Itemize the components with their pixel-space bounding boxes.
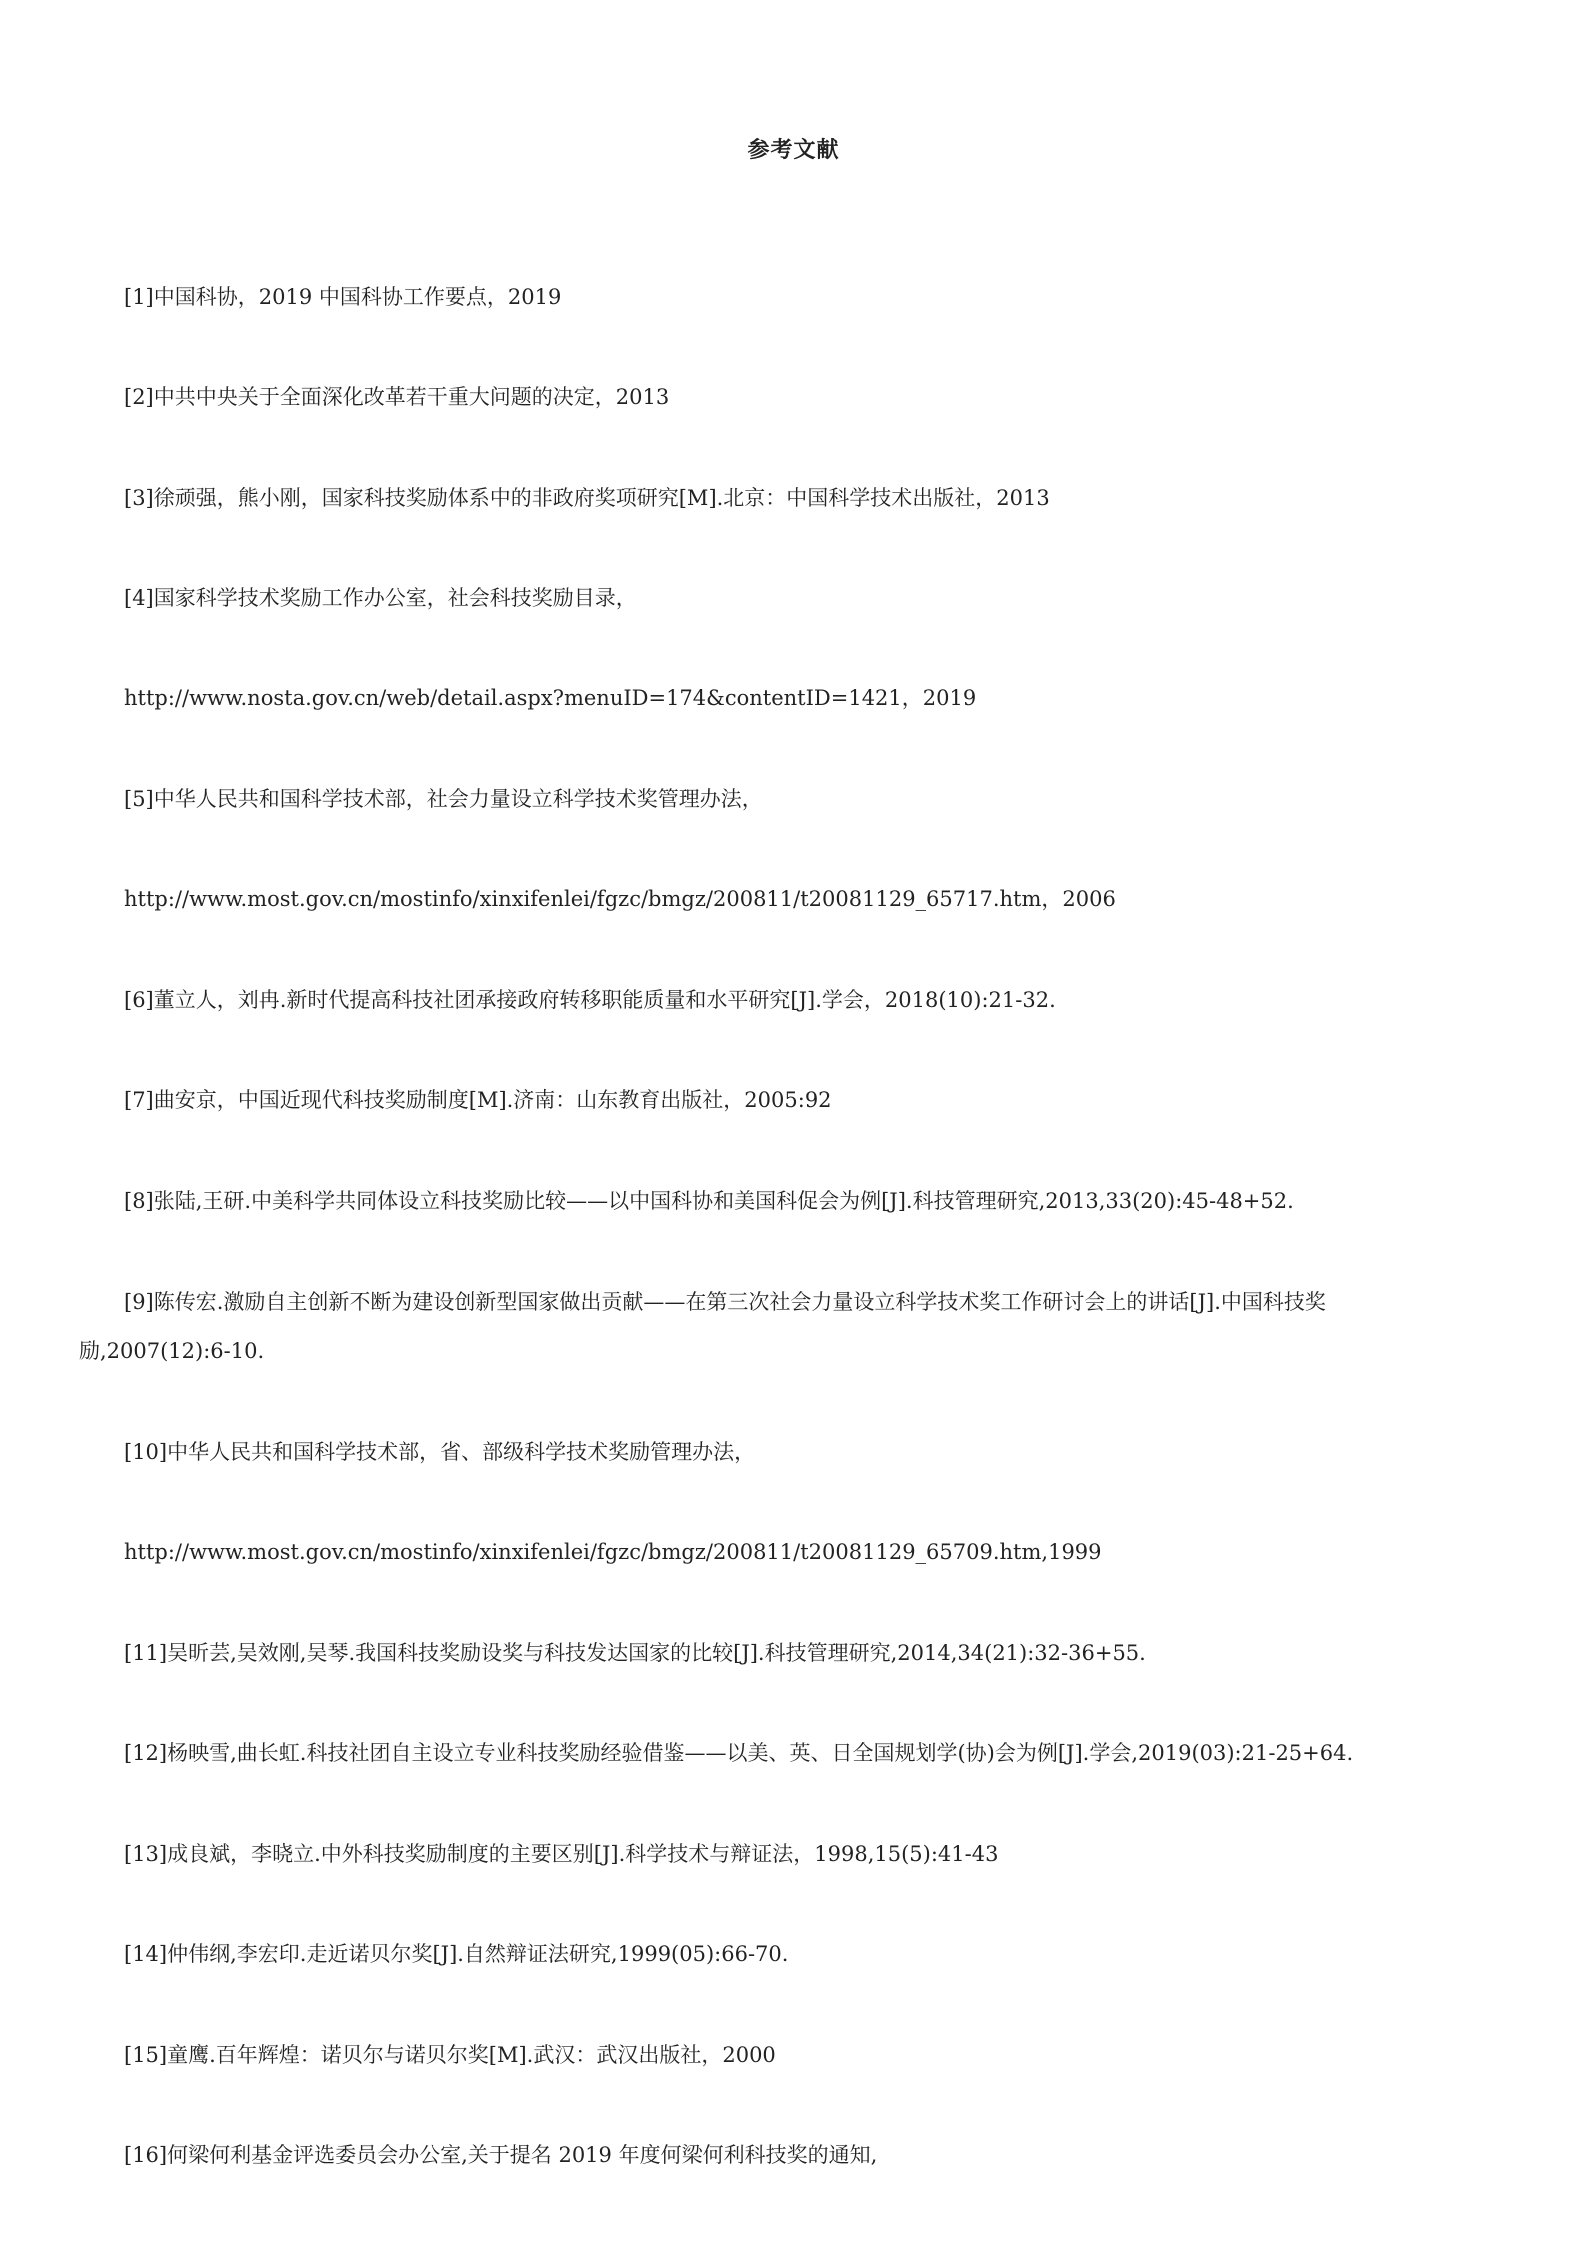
reference-10: [10]中华人民共和国科学技术部，省、部级科学技术奖励管理办法， bbox=[124, 1440, 756, 1464]
reference-4: [4]国家科学技术奖励工作办公室，社会科技奖励目录， bbox=[124, 586, 637, 610]
reference-9-continuation: 励,2007(12):6-10. bbox=[79, 1339, 265, 1363]
reference-12: [12]杨映雪,曲长虹.科技社团自主设立专业科技奖励经验借鉴——以美、英、日全国规划学(协)会为例[J].学会,2019(03):21-25+64. bbox=[124, 1741, 1354, 1765]
reference-13: [13]成良斌，李晓立.中外科技奖励制度的主要区别[J].科学技术与辩证法，1998,15(5):41-43 bbox=[124, 1842, 999, 1866]
reference-10-url: http://www.most.gov.cn/mostinfo/xinxifenlei/fgzc/bmgz/200811/t20081129_65709.htm,1999 bbox=[124, 1540, 1102, 1564]
reference-15: [15]童鹰.百年辉煌：诺贝尔与诺贝尔奖[M].武汉：武汉出版社，2000 bbox=[124, 2043, 776, 2067]
reference-5: [5]中华人民共和国科学技术部，社会力量设立科学技术奖管理办法， bbox=[124, 787, 763, 811]
reference-6: [6]董立人，刘冉.新时代提高科技社团承接政府转移职能质量和水平研究[J].学会，2018(10):21-32. bbox=[124, 988, 1056, 1012]
reference-2: [2]中共中央关于全面深化改革若干重大问题的决定，2013 bbox=[124, 385, 670, 409]
reference-9: [9]陈传宏.激励自主创新不断为建设创新型国家做出贡献——在第三次社会力量设立科学技术奖工作研讨会上的讲话[J].中国科技奖 bbox=[124, 1290, 1326, 1314]
reference-14: [14]仲伟纲,李宏印.走近诺贝尔奖[J].自然辩证法研究,1999(05):66-70. bbox=[124, 1942, 789, 1966]
reference-7: [7]曲安京，中国近现代科技奖励制度[M].济南：山东教育出版社，2005:92 bbox=[124, 1088, 832, 1112]
reference-1: [1]中国科协，2019 中国科协工作要点，2019 bbox=[124, 285, 562, 309]
reference-3: [3]徐顽强，熊小刚，国家科技奖励体系中的非政府奖项研究[M].北京：中国科学技术出版社，2013 bbox=[124, 486, 1050, 510]
reference-16: [16]何梁何利基金评选委员会办公室,关于提名 2019 年度何梁何利科技奖的通知, bbox=[124, 2143, 878, 2167]
reference-8: [8]张陆,王研.中美科学共同体设立科技奖励比较——以中国科协和美国科促会为例[J].科技管理研究,2013,33(20):45-48+52. bbox=[124, 1189, 1294, 1213]
reference-11: [11]吴昕芸,吴效刚,吴琴.我国科技奖励设奖与科技发达国家的比较[J].科技管理研究,2014,34(21):32-36+55. bbox=[124, 1641, 1146, 1665]
page-title: 参考文献 bbox=[747, 137, 840, 163]
reference-4-url: http://www.nosta.gov.cn/web/detail.aspx?menuID=174&contentID=1421，2019 bbox=[124, 686, 977, 710]
reference-5-url: http://www.most.gov.cn/mostinfo/xinxifenlei/fgzc/bmgz/200811/t20081129_65717.htm，2006 bbox=[124, 887, 1116, 911]
